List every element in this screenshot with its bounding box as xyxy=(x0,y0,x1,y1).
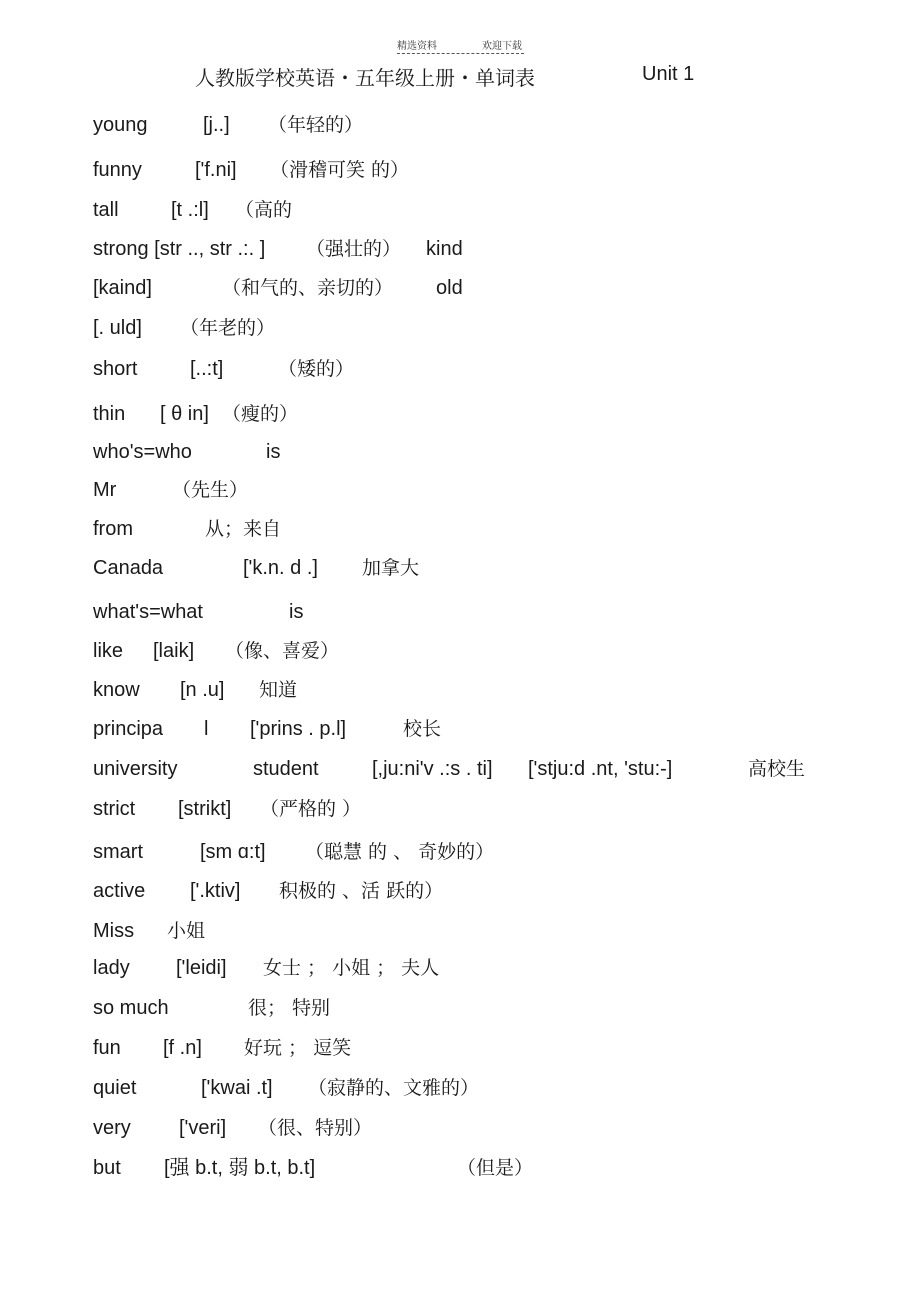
vocab-word: like xyxy=(93,640,124,662)
vocab-meaning: （强壮的） xyxy=(306,238,402,260)
vocab-word: tall xyxy=(93,199,119,221)
vocab-entry xyxy=(0,1153,920,1183)
vocab-text: ['k.n. d .] xyxy=(243,557,318,579)
vocab-text: ['leidi] xyxy=(176,957,227,979)
vocab-entry xyxy=(0,953,920,983)
vocab-meaning: 小姐 xyxy=(167,920,206,942)
vocab-entry xyxy=(0,876,920,906)
vocab-text: ['prins . p.l] xyxy=(250,718,347,740)
vocab-text: ['kwai .t] xyxy=(201,1077,273,1099)
vocab-text: [..:t] xyxy=(190,358,224,380)
vocab-entry xyxy=(0,110,920,140)
vocab-word: active xyxy=(93,880,146,902)
vocab-text: old xyxy=(436,277,463,299)
vocab-word: Miss xyxy=(93,920,135,942)
vocab-word: from xyxy=(93,518,133,540)
vocab-entry xyxy=(0,155,920,185)
vocab-meaning: （聪慧 的 、 奇妙的） xyxy=(305,841,495,863)
unit-label: Unit 1 xyxy=(642,63,695,85)
vocab-meaning: 好玩 ； 逗笑 xyxy=(244,1037,352,1059)
document-title: 人教版学校英语・五年级上册・单词表 xyxy=(195,66,535,90)
vocab-meaning: （很、特别） xyxy=(258,1117,373,1139)
vocab-word: thin xyxy=(93,403,126,425)
vocab-meaning: （瘦的） xyxy=(222,403,299,425)
vocab-meaning: （滑稽可笑 的） xyxy=(270,159,410,181)
vocab-meaning: （年老的） xyxy=(180,317,276,339)
vocab-entry xyxy=(0,675,920,705)
vocab-meaning: 积极的 、活 跃的） xyxy=(279,880,444,902)
vocab-meaning: （先生） xyxy=(172,479,249,501)
vocab-word: [kaind] xyxy=(93,277,152,299)
vocab-entry xyxy=(0,1073,920,1103)
vocab-text: kind xyxy=(426,238,463,260)
vocab-text: ['veri] xyxy=(179,1117,227,1139)
header-right-label: 欢迎下载 xyxy=(482,41,522,52)
vocab-text: [t .:l] xyxy=(171,199,209,221)
vocab-entry xyxy=(0,1033,920,1063)
vocab-word: Canada xyxy=(93,557,164,579)
vocab-entry xyxy=(0,514,920,544)
vocab-text: [强 b.t, 弱 b.t, b.t] xyxy=(164,1157,316,1179)
vocab-meaning: （和气的、亲切的） xyxy=(222,277,394,299)
vocab-entry xyxy=(0,837,920,867)
vocab-text: [,ju:ni'v .:s . ti] xyxy=(372,758,493,780)
vocab-entry xyxy=(0,636,920,666)
header-left-label: 精选资料 xyxy=(397,41,437,52)
vocab-word: but xyxy=(93,1157,121,1179)
vocab-entry xyxy=(0,794,920,824)
vocab-word: so much xyxy=(93,997,169,1019)
vocab-entry xyxy=(0,475,920,505)
vocab-meaning: （高的 xyxy=(235,199,293,221)
vocab-entry xyxy=(0,553,920,583)
vocab-text: [sm ɑ:t] xyxy=(200,841,266,863)
vocab-entry xyxy=(0,1113,920,1143)
vocab-word: short xyxy=(93,358,138,380)
vocab-text: is xyxy=(266,441,281,463)
vocab-word: Mr xyxy=(93,479,117,501)
vocab-text: student xyxy=(253,758,319,780)
vocab-text: [f .n] xyxy=(163,1037,202,1059)
vocab-word: principa xyxy=(93,718,164,740)
vocab-text: ['stju:d .nt, 'stu:-] xyxy=(528,758,673,780)
vocab-text: ['.ktiv] xyxy=(190,880,241,902)
vocab-word: quiet xyxy=(93,1077,137,1099)
vocab-word: fun xyxy=(93,1037,121,1059)
vocab-text: is xyxy=(289,601,304,623)
vocab-meaning: 知道 xyxy=(259,679,298,701)
vocab-meaning: 女士 ； 小姐 ； 夫人 xyxy=(263,957,440,979)
vocab-word: funny xyxy=(93,159,142,181)
vocab-word: [. uld] xyxy=(93,317,142,339)
vocab-entry xyxy=(0,437,920,467)
vocab-entry xyxy=(0,916,920,946)
vocab-meaning: （矮的） xyxy=(278,358,355,380)
vocab-entry xyxy=(0,597,920,627)
vocab-meaning: 校长 xyxy=(403,718,442,740)
vocab-word: strict xyxy=(93,798,136,820)
vocab-word: smart xyxy=(93,841,143,863)
vocab-word: very xyxy=(93,1117,131,1139)
vocab-meaning: （但是） xyxy=(457,1157,534,1179)
vocab-word: know xyxy=(93,679,140,701)
vocab-text: [j..] xyxy=(203,114,230,136)
vocab-meaning: （寂静的、文雅的） xyxy=(308,1077,480,1099)
vocab-word: what's=what xyxy=(93,601,203,623)
vocab-meaning: （像、喜爱） xyxy=(225,640,340,662)
vocab-word: young xyxy=(93,114,148,136)
vocab-entry xyxy=(0,354,920,384)
vocab-entry xyxy=(0,714,920,744)
vocab-entry xyxy=(0,234,920,264)
vocab-entry xyxy=(0,993,920,1023)
vocab-meaning: 从；来自 xyxy=(205,518,282,540)
vocab-meaning: 很； 特别 xyxy=(248,997,331,1019)
vocab-entry xyxy=(0,313,920,343)
vocab-text: [laik] xyxy=(153,640,195,662)
vocab-entry xyxy=(0,195,920,225)
vocab-entry xyxy=(0,273,920,303)
vocab-text: [strikt] xyxy=(178,798,232,820)
vocab-text: [n .u] xyxy=(180,679,225,701)
vocab-entry xyxy=(0,754,920,784)
vocab-text: ['f.ni] xyxy=(195,159,237,181)
vocab-meaning: 高校生 xyxy=(748,758,806,780)
vocab-entry xyxy=(0,399,920,429)
vocab-word: strong [str .., str .:. ] xyxy=(93,238,266,260)
header-divider xyxy=(397,53,524,54)
vocab-meaning: 加拿大 xyxy=(362,557,420,579)
vocab-text: [ θ in] xyxy=(160,403,209,425)
vocab-text: l xyxy=(204,718,209,740)
vocab-meaning: （严格的 ） xyxy=(260,798,362,820)
vocab-word: who's=who xyxy=(93,441,192,463)
vocab-word: lady xyxy=(93,957,130,979)
vocab-meaning: （年轻的） xyxy=(268,114,364,136)
vocab-word: university xyxy=(93,758,178,780)
